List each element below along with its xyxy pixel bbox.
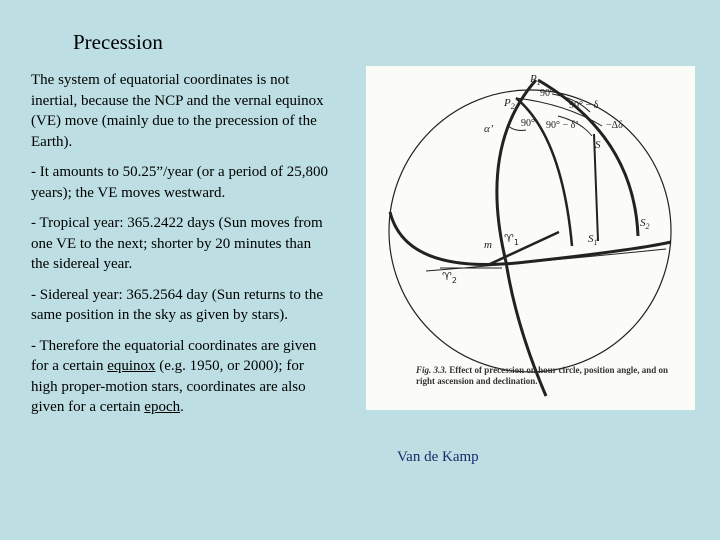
- precession-figure: [366, 66, 695, 410]
- bullet-coordinates-part2: (e.g. 1950, or 2000); for high proper-motion stars, coordinates are also given for a certain: [31, 358, 306, 415]
- credit-text: Van de Kamp: [397, 449, 479, 465]
- label-gamma2: $♈_2$: [442, 270, 457, 285]
- bullet-coordinates-part1: - Therefore the equatorial coordinates are given for a certain: [31, 337, 317, 374]
- label-minus-delta-delta: −Δδ: [606, 120, 623, 131]
- intro-paragraph: The system of equatorial coordinates is not inertial, because the NCP and the vernal equinox (VE) move (mainly due to the precession of the Earth).: [31, 72, 324, 150]
- caption-text: Effect of precession on hour circle, position angle, and on right ascension and declination.: [416, 365, 669, 386]
- label-p1: $P_1$: [530, 73, 541, 87]
- label-90-b: 90°: [521, 118, 535, 129]
- label-s: S: [595, 139, 601, 151]
- sphere-outline: [389, 90, 671, 372]
- equinox-link[interactable]: equinox: [107, 358, 156, 374]
- label-gamma1: $♈_1$: [504, 232, 519, 247]
- diagram-labels: [442, 73, 650, 285]
- figure-caption: [416, 365, 676, 387]
- slide-title: Precession: [73, 30, 163, 54]
- label-s2: $S_2$: [640, 217, 650, 231]
- bullet-tropical-year: - Tropical year: 365.2422 days (Sun moves from one VE to the next; shorter by 20 minutes than the sidereal year.: [31, 215, 323, 272]
- label-90-minus-delta-prime: 90° − δ’: [546, 120, 579, 131]
- label-90-minus-delta: 90° − δ: [569, 100, 599, 111]
- bullet-rate: - It amounts to 50.25”/year (or a period of 25,800 years); the VE moves westward.: [31, 164, 329, 201]
- bullet-coordinates-part3: .: [180, 399, 184, 415]
- bullet-coordinates: [31, 336, 331, 418]
- equator-curve: [390, 212, 671, 265]
- label-alpha-prime: α’: [484, 123, 494, 135]
- label-s1: $S_1$: [588, 233, 598, 247]
- label-m: m: [484, 239, 492, 251]
- text-column: [31, 70, 331, 428]
- label-90-a: 90°: [540, 88, 554, 99]
- epoch-link[interactable]: epoch: [144, 399, 181, 415]
- caption-lead: Fig. 3.3.: [416, 365, 448, 375]
- bullet-sidereal-year: - Sidereal year: 365.2564 day (Sun returns to the same position in the sky as given by stars).: [31, 286, 324, 323]
- label-p2: $P_2$: [504, 97, 515, 111]
- celestial-sphere-diagram: [366, 66, 695, 410]
